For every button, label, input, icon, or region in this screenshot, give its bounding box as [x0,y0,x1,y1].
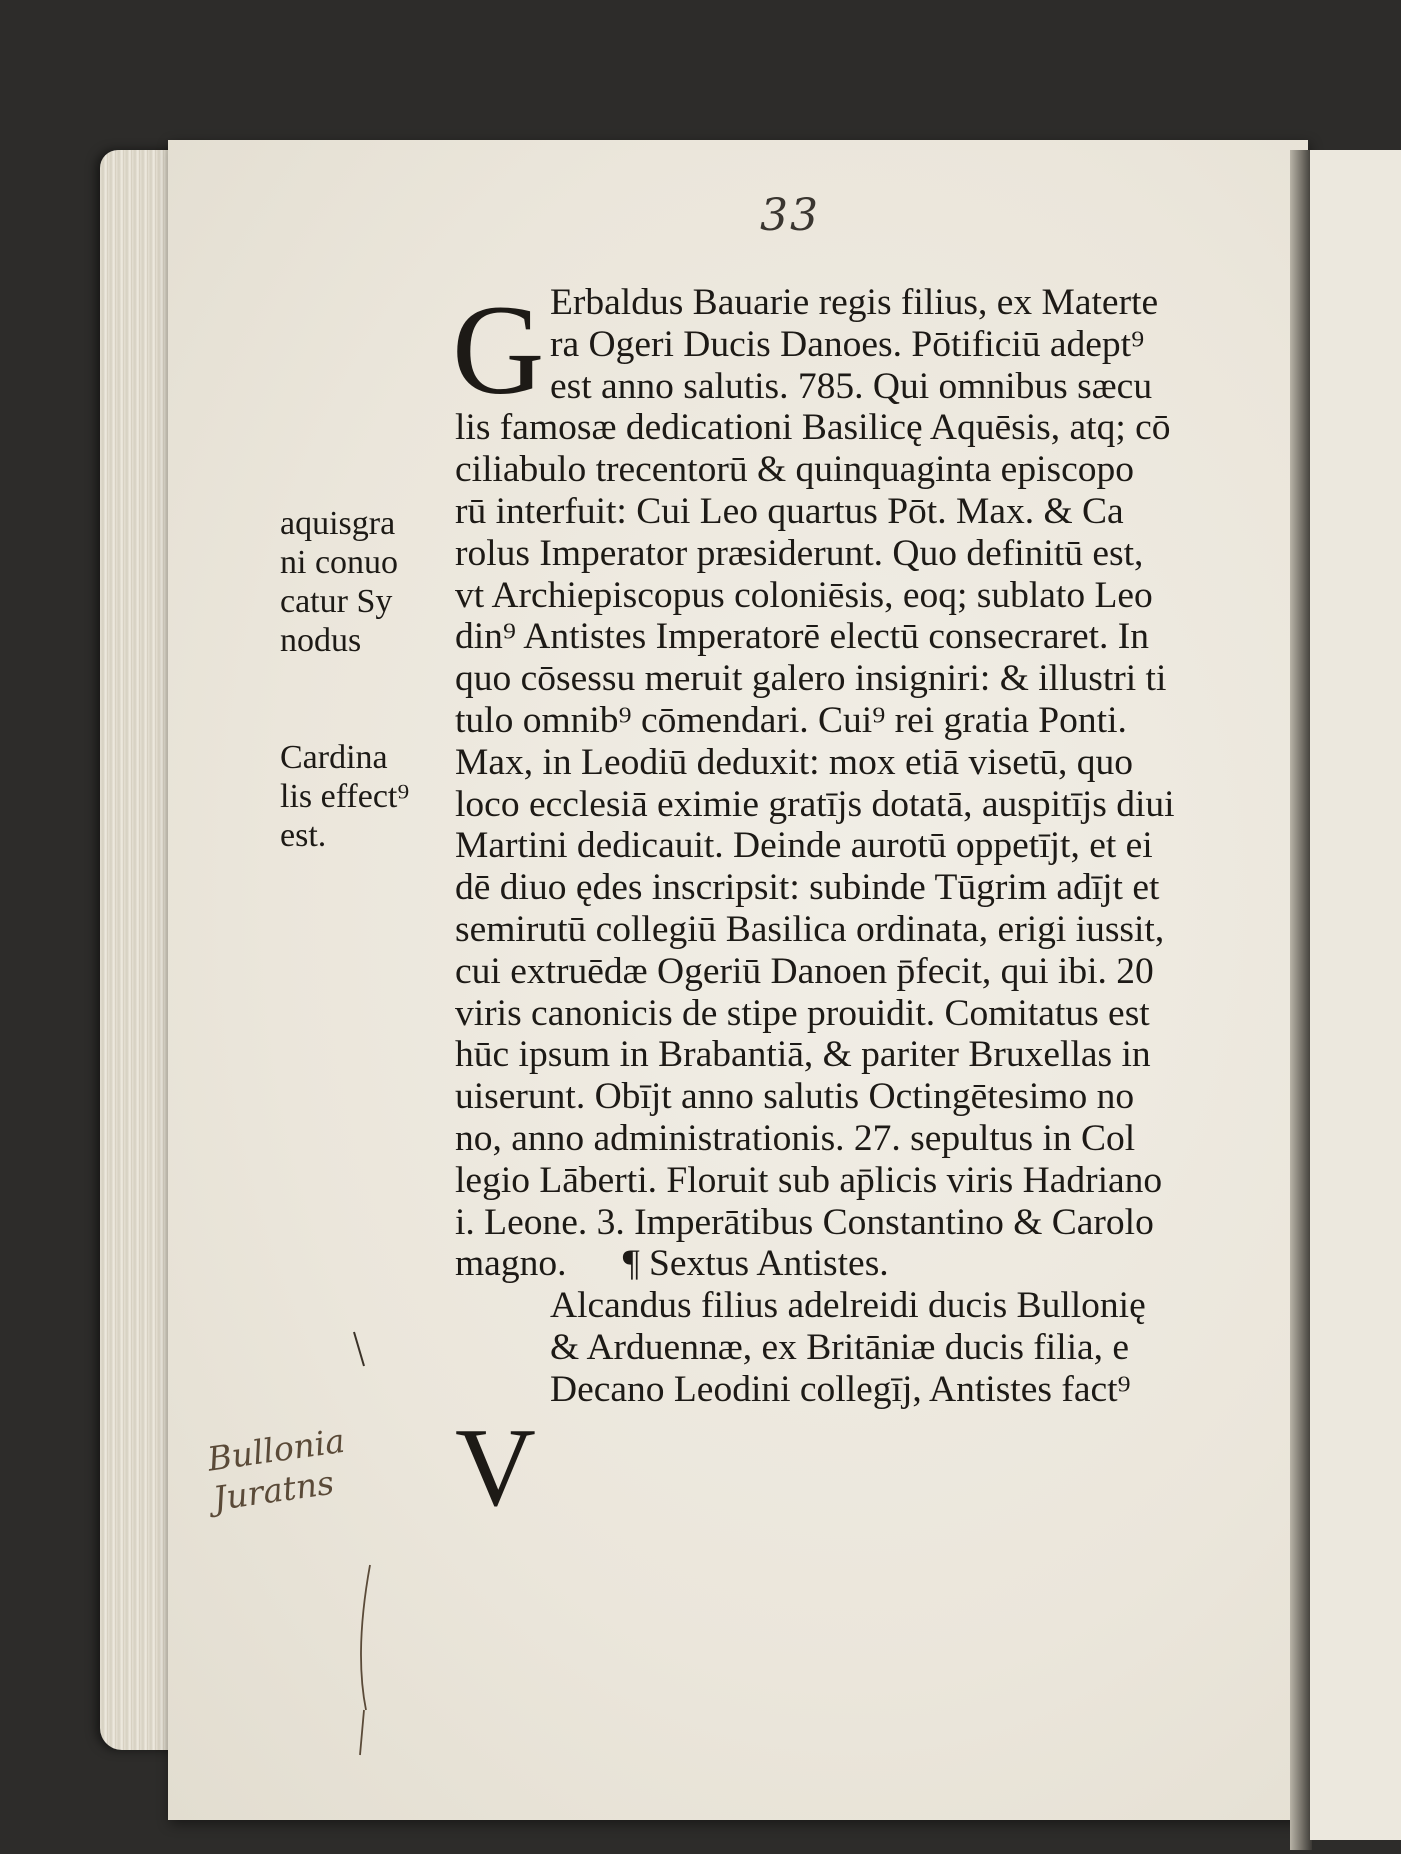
text-line: & Arduennæ, ex Britāniæ ducis filia, e [550,1326,1130,1368]
book-gutter [1290,150,1312,1850]
facing-page-edge [1310,150,1401,1840]
text-line: Erbaldus Bauarie regis filius, ex Materte [550,282,1159,323]
drop-cap-v: V [455,1406,536,1530]
margin-note-synod [280,504,450,660]
margin-line: est. [280,817,327,854]
text-line: loco ecclesiā eximie gratījs dotatā, auspitījs diui [455,783,1175,825]
text-line: dē diuo ędes inscripsit: subinde Tūgrim adījt et [455,867,1160,909]
text-line: rolus Imperator præsiderunt. Quo definitū est, [455,532,1144,574]
margin-line: aquisgra [280,505,396,542]
text-line: tulo omnib⁹ cōmendari. Cui⁹ rei gratia Ponti. [455,699,1127,741]
text-line: rū interfuit: Cui Leo quartus Pōt. Max. & Ca [455,490,1124,532]
text-line: viris canonicis de stipe prouidit. Comitatus est [455,992,1150,1034]
text-line: quo cōsessu meruit galero insigniri: & illustri ti [455,658,1167,700]
margin-line: Cardina [280,739,388,776]
text-line: ciliabulo trecentorū & quinquaginta episcopo [455,449,1134,491]
text-line: no, anno administrationis. 27. sepultus in Col [455,1117,1136,1159]
text-line: hūc ipsum in Brabantiā, & pariter Bruxellas in [455,1034,1151,1076]
body-text [455,282,1255,1411]
text-line: Max, in Leodiū deduxit: mox etiā visetū, quo [455,741,1134,783]
margin-line: nodus [280,622,362,659]
margin-note-cardinal [280,738,450,855]
page-number: 33 [760,190,820,241]
handwritten-line: Bullonia [205,1420,348,1479]
ink-stroke-icon [350,1330,370,1370]
margin-line: ni conuo [280,544,399,581]
text-line: est anno salutis. 785. Qui omnibus sæcu [550,365,1153,407]
handwritten-flourish-icon [330,1560,390,1760]
text-line: legio Lāberti. Floruit sub ap̄licis viris Hadriano [455,1159,1163,1201]
drop-cap-g: G [452,279,545,421]
text-line: cui extruēdæ Ogeriū Danoen p̄fecit, qui ibi. 20 [455,950,1154,992]
text-line: Alcandus filius adelreidi ducis Bullonię [550,1285,1146,1327]
text-line: semirutū collegiū Basilica ordinata, erigi iussit, [455,908,1165,950]
text-line: lis famosæ dedicationi Basilicę Aquēsis, atq; cō [455,407,1171,449]
text-line: Martini dedicauit. Deinde aurotū oppetījt, et ei [455,825,1153,867]
margin-line: catur Sy [280,583,393,620]
text-line: Decano Leodini collegīj, Antistes fact⁹ [550,1368,1131,1410]
handwritten-line: Juratns [210,1462,337,1519]
text-line: ra Ogeri Ducis Danoes. Pōtificiū adept⁹ [550,323,1145,365]
text-line: din⁹ Antistes Imperatorē electū consecraret. In [455,616,1150,658]
text-line: i. Leone. 3. Imperātibus Constantino & Carolo [455,1201,1154,1243]
text-line: vt Archiepiscopus coloniēsis, eoq; sublato Leo [455,574,1153,616]
margin-line: lis effect⁹ [280,778,410,815]
text-line: uiserunt. Obījt anno salutis Octingētesimo no [455,1076,1135,1118]
section-heading-line: magno. ¶ Sextus Antistes. [455,1243,889,1285]
